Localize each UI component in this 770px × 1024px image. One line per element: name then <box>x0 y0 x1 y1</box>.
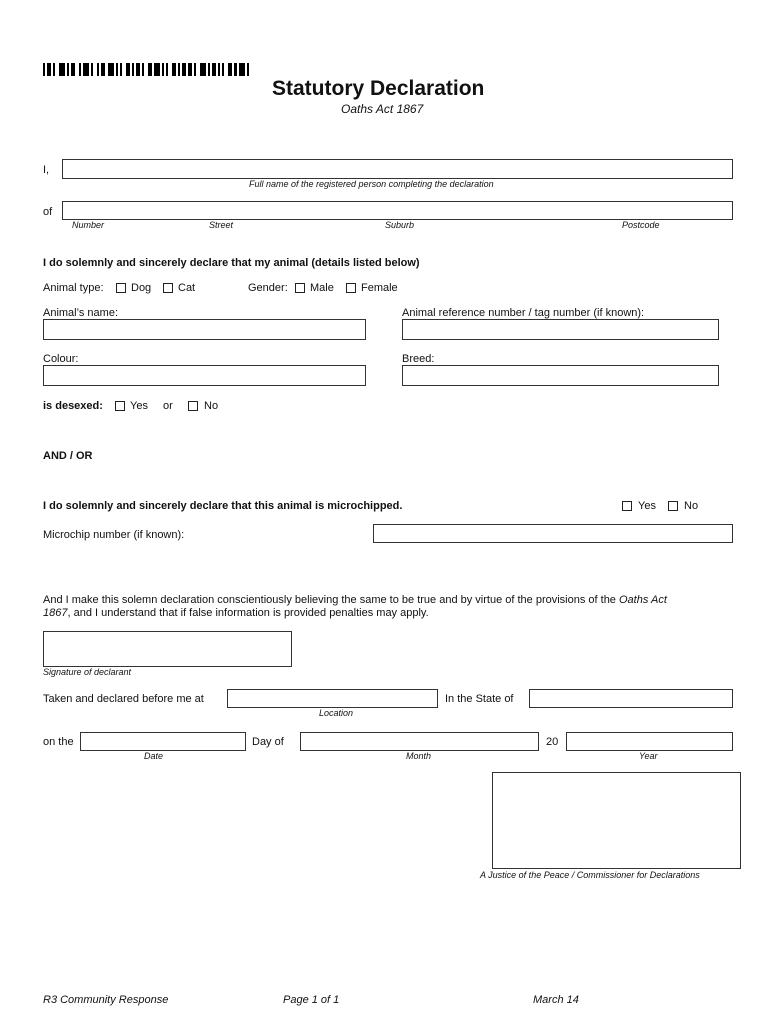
location-field[interactable] <box>227 689 438 708</box>
address-street-caption: Street <box>209 220 234 230</box>
page-title: Statutory Declaration <box>272 77 485 100</box>
dog-checkbox[interactable] <box>116 283 126 293</box>
date-caption: Date <box>144 751 164 761</box>
gender-label: Gender: <box>248 282 288 294</box>
jp-signature-box[interactable] <box>492 772 741 869</box>
month-caption: Month <box>406 751 432 761</box>
microchip-no-label: No <box>684 500 699 512</box>
desexed-yes-checkbox[interactable] <box>115 401 125 411</box>
microchip-declaration-text: I do solemnly and sincerely declare that this animal is microchipped. <box>43 500 403 512</box>
colour-field[interactable] <box>43 365 366 386</box>
desexed-label: is desexed: <box>43 400 103 412</box>
microchip-number-field[interactable] <box>373 524 733 543</box>
footer-left: R3 Community Response <box>43 994 169 1006</box>
male-label: Male <box>310 282 334 294</box>
day-of-label: Day of <box>252 736 284 748</box>
of-label: of <box>43 206 53 218</box>
full-name-field[interactable] <box>62 159 733 179</box>
animal-name-field[interactable] <box>43 319 366 340</box>
on-the-label: on the <box>43 736 74 748</box>
page-subtitle: Oaths Act 1867 <box>341 102 424 116</box>
statement-line2-text: , and I understand that if false information is provided penalties may apply. <box>67 607 429 619</box>
statement-act-name: Oaths Act <box>619 594 667 606</box>
signature-field[interactable] <box>43 631 292 667</box>
desexed-or-label: or <box>163 400 173 412</box>
address-postcode-caption: Postcode <box>622 220 660 230</box>
footer-page-number: Page 1 of 1 <box>283 994 340 1006</box>
colour-label: Colour: <box>43 353 79 365</box>
state-field[interactable] <box>529 689 733 708</box>
male-checkbox[interactable] <box>295 283 305 293</box>
cat-checkbox[interactable] <box>163 283 173 293</box>
animal-type-label: Animal type: <box>43 282 104 294</box>
microchip-no-checkbox[interactable] <box>668 501 678 511</box>
and-or-heading: AND / OR <box>43 450 93 462</box>
breed-label: Breed: <box>402 353 435 365</box>
address-suburb-caption: Suburb <box>385 220 415 230</box>
year-prefix: 20 <box>546 736 559 748</box>
jp-caption: A Justice of the Peace / Commissioner for Declarations <box>480 870 700 880</box>
desexed-no-label: No <box>204 400 219 412</box>
female-label: Female <box>361 282 398 294</box>
full-name-caption: Full name of the registered person completing the declaration <box>249 179 494 189</box>
female-checkbox[interactable] <box>346 283 356 293</box>
breed-field[interactable] <box>402 365 719 386</box>
declaration-statement <box>43 594 743 620</box>
address-field[interactable] <box>62 201 733 220</box>
address-number-caption: Number <box>72 220 105 230</box>
date-field[interactable] <box>80 732 246 751</box>
year-caption: Year <box>639 751 658 761</box>
month-field[interactable] <box>300 732 539 751</box>
microchip-yes-label: Yes <box>638 500 656 512</box>
location-caption: Location <box>319 708 354 718</box>
animal-name-label: Animal’s name: <box>43 307 118 319</box>
year-field[interactable] <box>566 732 733 751</box>
statement-act-year: 1867 <box>43 607 68 619</box>
barcode <box>43 63 249 76</box>
state-label: In the State of <box>445 693 514 705</box>
desexed-yes-label: Yes <box>130 400 148 412</box>
animal-reference-label: Animal reference number / tag number (if known): <box>402 307 645 319</box>
taken-declared-label: Taken and declared before me at <box>43 693 204 705</box>
signature-caption: Signature of declarant <box>43 667 132 677</box>
barcode-bar <box>247 63 249 76</box>
footer-date: March 14 <box>533 994 579 1006</box>
i-label: I, <box>43 164 50 176</box>
animal-reference-field[interactable] <box>402 319 719 340</box>
dog-label: Dog <box>131 282 152 294</box>
animal-declaration-text: I do solemnly and sincerely declare that my animal (details listed below) <box>43 257 420 269</box>
microchip-yes-checkbox[interactable] <box>622 501 632 511</box>
desexed-no-checkbox[interactable] <box>188 401 198 411</box>
cat-label: Cat <box>178 282 196 294</box>
microchip-number-label: Microchip number (if known): <box>43 529 185 541</box>
statement-line1-text: And I make this solemn declaration conscientiously believing the same to be true and by virtue of the provisions of the <box>43 594 619 606</box>
